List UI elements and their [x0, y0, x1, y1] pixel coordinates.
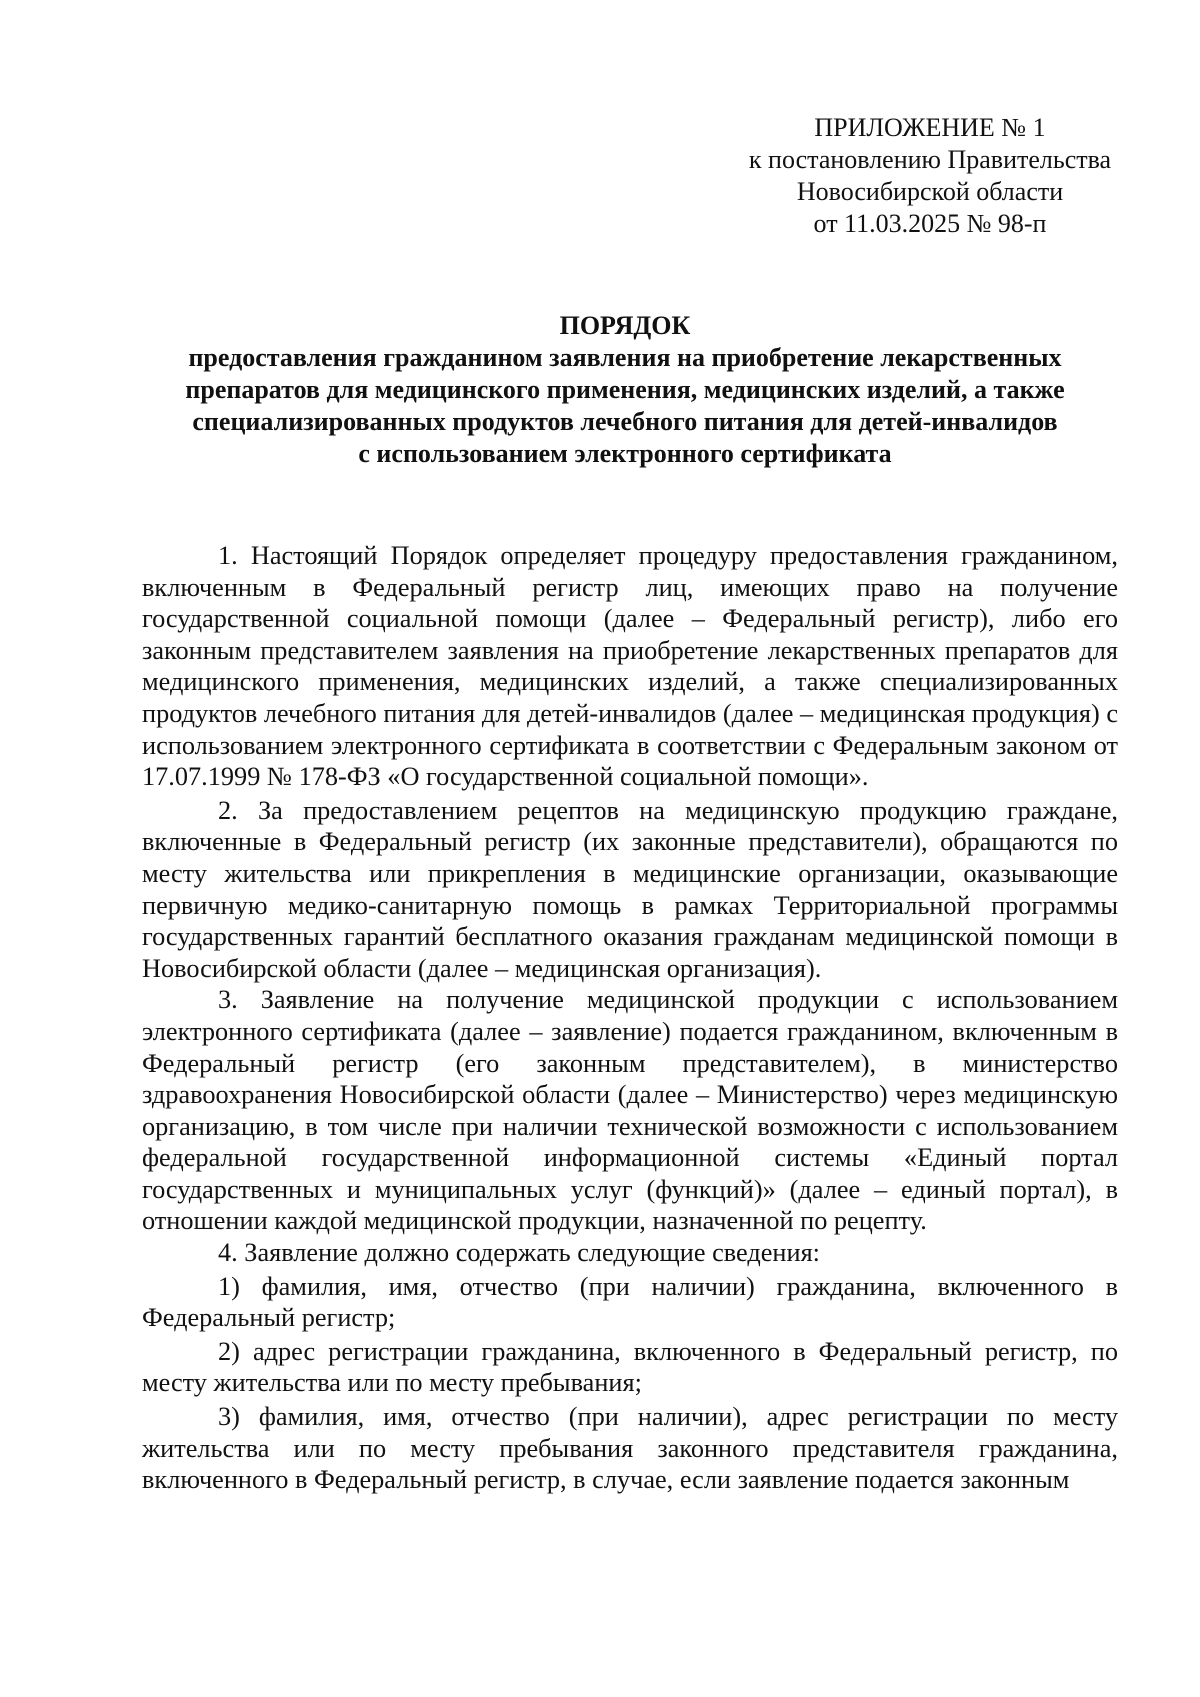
list-item-2: 2) адрес регистрации гражданина, включенного в Федеральный регистр, по месту жительства или по месту пребывания;: [142, 1336, 1118, 1398]
paragraph-1: 1. Настоящий Порядок определяет процедуру предоставления гражданином, включенным в Федеральный регистр лиц, имеющих право на получение государственной социальной помощи (далее – Федеральный регистр), либо его законным представителем заявления на приобретение лекарственных препаратов для медицинского применения, медицинских изделий, а также специализированных продуктов лечебного питания для детей-инвалидов (далее – медицинская продукция) с использованием электронного сертификата в соответствии с Федеральным законом от 17.07.1999 № 178-ФЗ «О государственной социальной помощи».: [142, 541, 1118, 792]
appendix-header: [740, 112, 1120, 240]
document-title: [130, 310, 1120, 470]
title-heading: ПОРЯДОК: [559, 311, 691, 340]
list-item-3: 3) фамилия, имя, отчество (при наличии), адрес регистрации по месту жительства или по месту пребывания законного представителя гражданина, включенного в Федеральный регистр, в случае, если заявление подается законным: [142, 1402, 1118, 1495]
appendix-resolution-ref: к постановлению Правительства: [748, 145, 1112, 174]
title-line-2: препаратов для медицинского применения, медицинских изделий, а также: [185, 375, 1065, 404]
paragraph-3: 3. Заявление на получение медицинской продукции с использованием электронного сертификата (далее – заявление) подается гражданином, включенным в Федеральный регистр (его законным представителем), в министерство здравоохранения Новосибирской области (далее – Министерство) через медицинскую организацию, в том числе при наличии технической возможности с использованием федеральной государственной информационной системы «Единый портал государственных и муниципальных услуг (функций)» (далее – единый портал), в отношении каждой медицинской продукции, назначенной по рецепту.: [142, 985, 1118, 1236]
paragraph-2: 2. За предоставлением рецептов на медицинскую продукцию граждане, включенные в Федеральный регистр (их законные представители), обращаются по месту жительства или прикрепления в медицинские организации, оказывающие первичную медико-санитарную помощь в рамках Территориальной программы государственных гарантий бесплатного оказания гражданам медицинской помощи в Новосибирской области (далее – медицинская организация).: [142, 795, 1118, 983]
appendix-region: Новосибирской области: [796, 177, 1064, 206]
title-line-3: специализированных продуктов лечебного питания для детей-инвалидов: [192, 407, 1058, 436]
paragraph-4: 4. Заявление должно содержать следующие сведения:: [218, 1238, 820, 1268]
document-body: [142, 540, 1118, 1496]
title-line-4: с использованием электронного сертификата: [358, 439, 892, 468]
list-item-1: 1) фамилия, имя, отчество (при наличии) гражданина, включенного в Федеральный регистр;: [142, 1271, 1118, 1333]
title-line-1: предоставления гражданином заявления на приобретение лекарственных: [188, 343, 1062, 372]
appendix-date-number: от 11.03.2025 № 98-п: [813, 209, 1047, 238]
appendix-number: ПРИЛОЖЕНИЕ № 1: [814, 113, 1046, 142]
